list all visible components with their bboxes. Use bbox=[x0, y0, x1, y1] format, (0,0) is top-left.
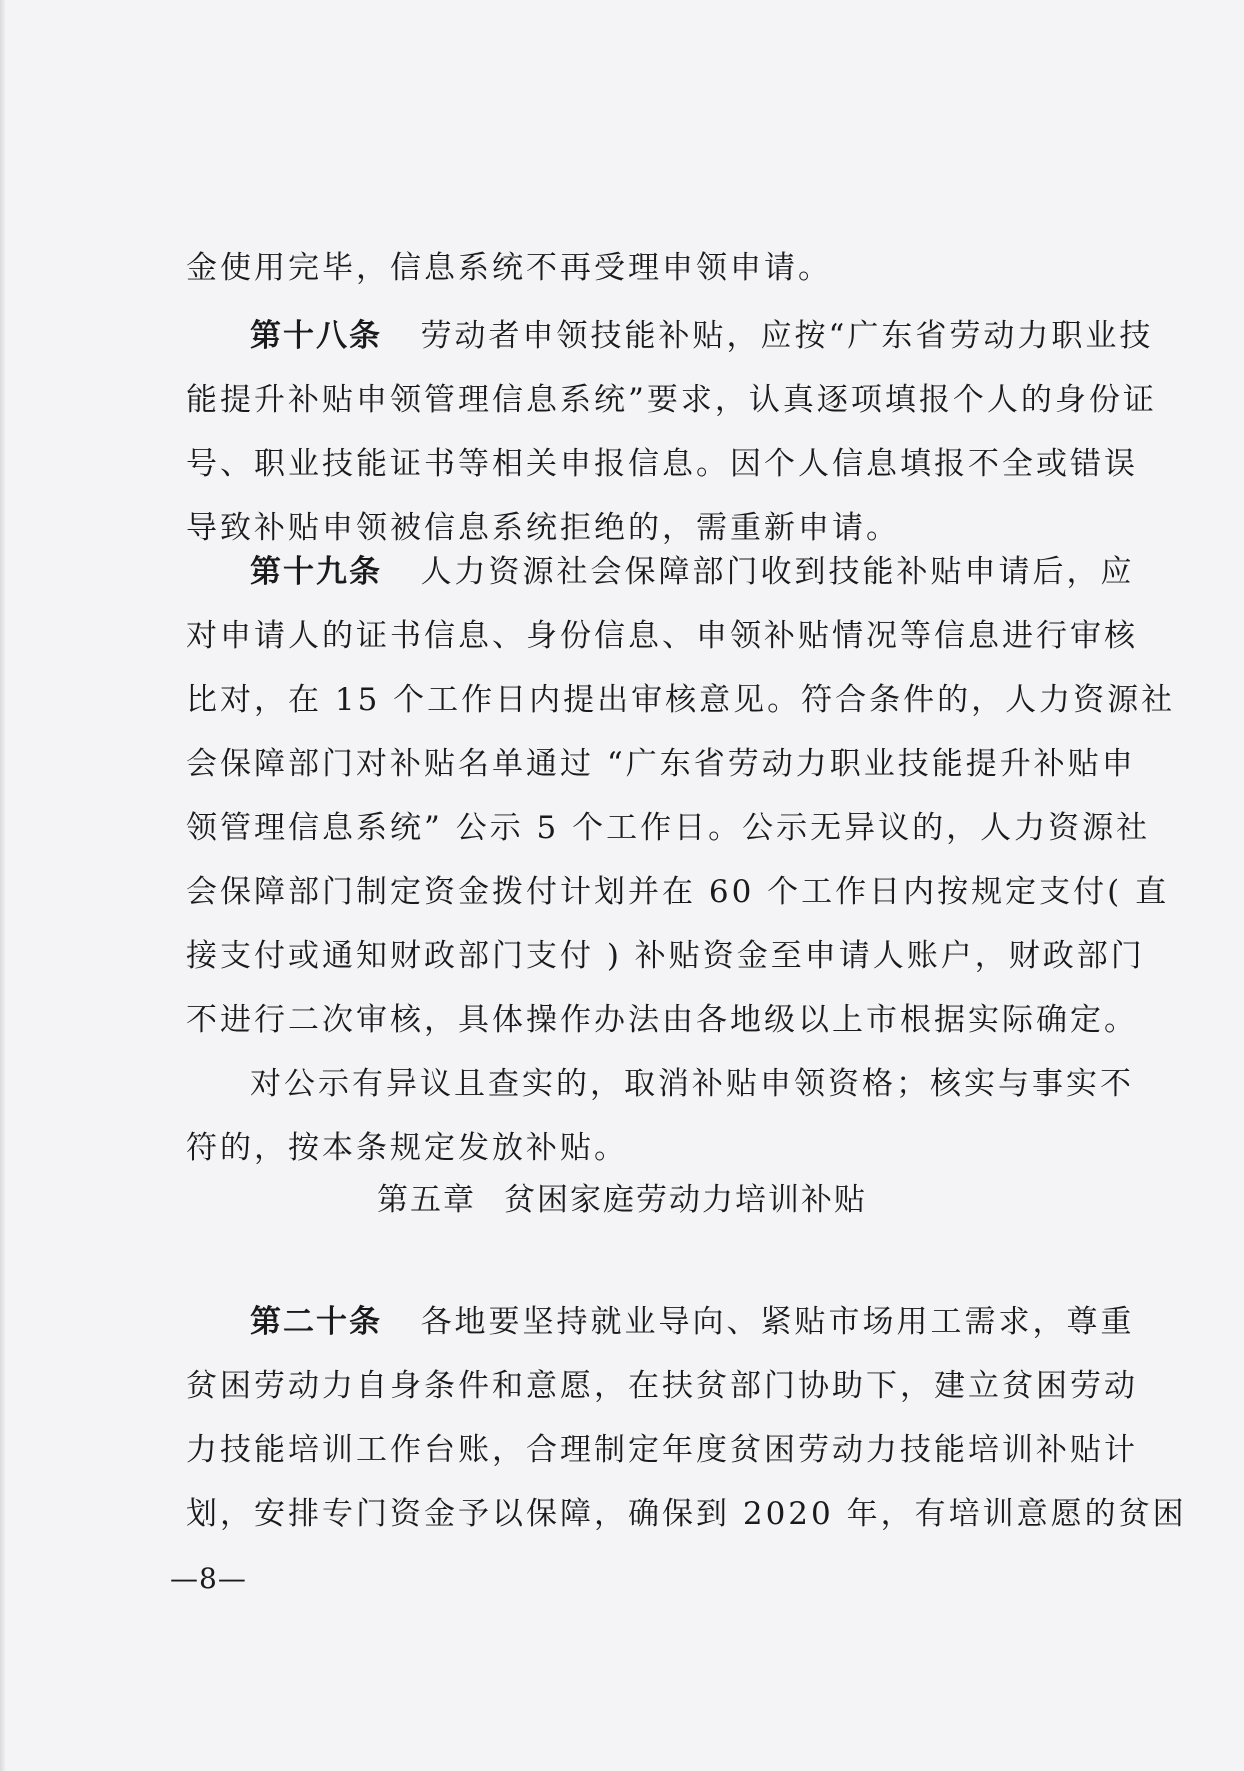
paragraph-line: 贫困劳动力自身条件和意愿，在扶贫部门协助下，建立贫困劳动 bbox=[186, 1368, 1138, 1404]
paragraph-text: 人力资源社会保障部门收到技能补贴申请后，应 bbox=[420, 554, 1135, 590]
paragraph-line: 划，安排专门资金予以保障，确保到 2020 年，有培训意愿的贫困 bbox=[186, 1496, 1187, 1532]
article-19 bbox=[186, 540, 1176, 1180]
paragraph-line: 能提升补贴申领管理信息系统”要求，认真逐项填报个人的身份证 bbox=[186, 382, 1157, 418]
article-heading: 第二十条 bbox=[250, 1304, 382, 1340]
paragraph-line: 领管理信息系统” 公示 5 个工作日。公示无异议的，人力资源社 bbox=[186, 810, 1151, 846]
article-18 bbox=[186, 304, 1157, 560]
paragraph-line bbox=[186, 1290, 1135, 1354]
paragraph-line: 号、职业技能证书等相关申报信息。因个人信息填报不全或错误 bbox=[186, 446, 1138, 482]
paragraph-line: 对公示有异议且查实的，取消补贴申领资格；核实与事实不 bbox=[250, 1066, 1134, 1102]
paragraph-line: 金使用完毕，信息系统不再受理申领申请。 bbox=[186, 250, 832, 286]
article-20 bbox=[186, 1290, 1187, 1546]
paragraph-line: 不进行二次审核，具体操作办法由各地级以上市根据实际确定。 bbox=[186, 1002, 1138, 1038]
paragraph-line bbox=[186, 304, 1154, 368]
paragraph-line: 会保障部门对补贴名单通过 “广东省劳动力职业技能提升补贴申 bbox=[186, 746, 1136, 782]
page-number: —8— bbox=[170, 1562, 247, 1595]
scan-edge-shadow bbox=[0, 0, 6, 1771]
paragraph-line: 接支付或通知财政部门支付 ) 补贴资金至申请人账户，财政部门 bbox=[186, 938, 1145, 974]
paragraph-line: 符的，按本条规定发放补贴。 bbox=[186, 1130, 628, 1166]
chapter-number: 第五章 bbox=[377, 1182, 476, 1218]
paragraph-line: 比对，在 15 个工作日内提出审核意见。符合条件的，人力资源社 bbox=[186, 682, 1176, 718]
article-heading: 第十八条 bbox=[250, 318, 382, 354]
paragraph-text: 各地要坚持就业导向、紧贴市场用工需求，尊重 bbox=[420, 1304, 1135, 1340]
chapter-title: 贫困家庭劳动力培训补贴 bbox=[504, 1182, 867, 1218]
article-heading: 第十九条 bbox=[250, 554, 382, 590]
chapter-heading bbox=[0, 1176, 1244, 1224]
carryover-paragraph bbox=[186, 236, 1066, 300]
paragraph-text: 劳动者申领技能补贴，应按“广东省劳动力职业技 bbox=[420, 318, 1154, 354]
paragraph-line: 对申请人的证书信息、身份信息、申领补贴情况等信息进行审核 bbox=[186, 618, 1138, 654]
paragraph-line: 力技能培训工作台账，合理制定年度贫困劳动力技能培训补贴计 bbox=[186, 1432, 1138, 1468]
paragraph-line: 导致补贴申领被信息系统拒绝的，需重新申请。 bbox=[186, 510, 900, 546]
paragraph-line bbox=[186, 540, 1135, 604]
paragraph-line: 会保障部门制定资金拨付计划并在 60 个工作日内按规定支付( 直 bbox=[186, 874, 1170, 910]
